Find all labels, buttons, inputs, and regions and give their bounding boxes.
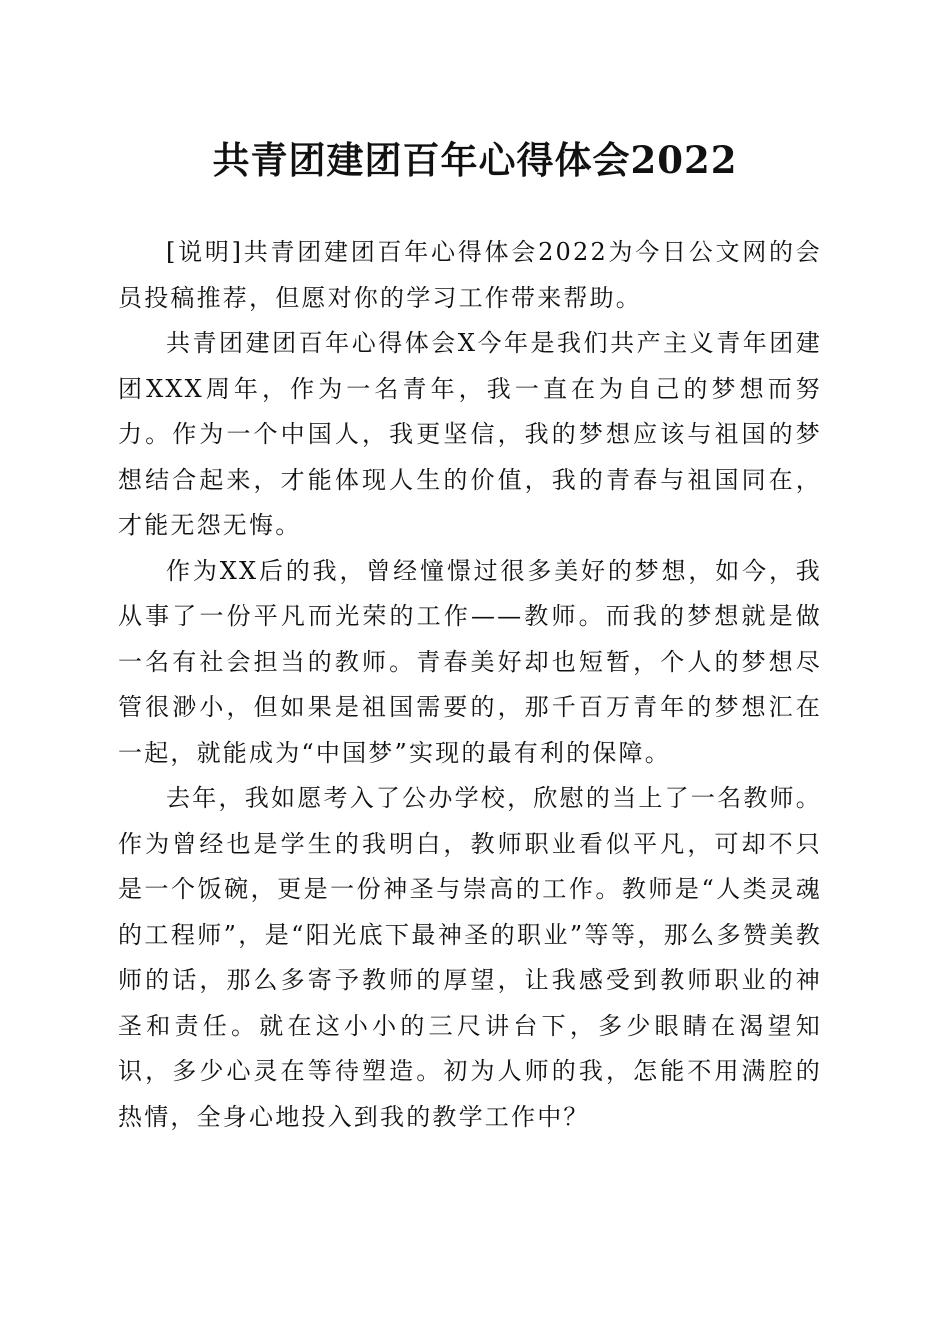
document-title: 共青团建团百年心得体会2022 xyxy=(212,138,738,182)
document-body xyxy=(118,230,822,1140)
paragraph-intro-note: [说明]共青团建团百年心得体会2022为今日公文网的会员投稿推荐，但愿对你的学习工作带来帮助。 xyxy=(118,238,822,312)
paragraph-anniversary: 共青团建团百年心得体会X今年是我们共产主义青年团建团XXX周年，作为一名青年，我一直在为自己的梦想而努力。作为一个中国人，我更坚信，我的梦想应该与祖国的梦想结合起来，才能体现人生的价值，我的青春与祖国同在，才能无怨无悔。 xyxy=(118,329,822,539)
paragraph-teacher-dream: 作为XX后的我，曾经憧憬过很多美好的梦想，如今，我从事了一份平凡而光荣的工作——教师。而我的梦想就是做一名有社会担当的教师。青春美好却也短暂，个人的梦想尽管很渺小，但如果是祖国需要的，那千百万青年的梦想汇在一起，就能成为“中国梦”实现的最有利的保障。 xyxy=(118,556,822,767)
paragraph-becoming-teacher: 去年，我如愿考入了公办学校，欣慰的当上了一名教师。作为曾经也是学生的我明白，教师职业看似平凡，可却不只是一个饭碗，更是一份神圣与崇高的工作。教师是“人类灵魂的工程师”，是“阳光底下最神圣的职业”等等，那么多赞美教师的话，那么多寄予教师的厚望，让我感受到教师职业的神圣和责任。就在这小小的三尺讲台下，多少眼睛在渴望知识，多少心灵在等待塑造。初为人师的我，怎能不用满腔的热情，全身心地投入到我的教学工作中？ xyxy=(118,784,822,1131)
